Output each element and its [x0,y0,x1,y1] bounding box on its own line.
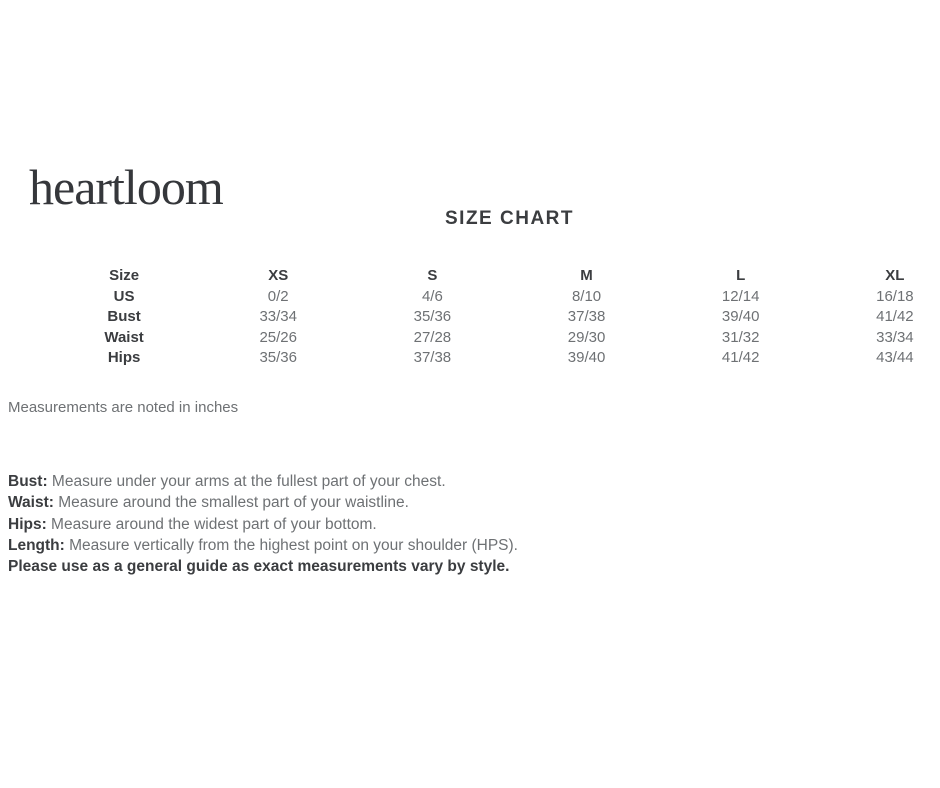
table-row-hips [47,348,940,369]
table-cell: 33/34 [259,308,297,326]
table-cell: 4/6 [421,287,443,305]
guide-text-bust: Measure under your arms at the fullest part of your chest. [47,473,446,490]
column-header-xs: XS [268,267,289,284]
guide-line-hips [8,514,518,535]
row-label-hips: Hips [107,349,141,367]
table-cell: 39/40 [567,349,606,367]
row-label-waist: Waist [104,328,144,346]
measurement-guide [8,471,518,577]
guide-label-bust: Bust: [8,473,48,490]
table-row-bust [47,307,940,328]
guide-line-waist [8,492,518,513]
table-cell: 16/18 [876,287,914,305]
column-header-m: M [580,267,593,284]
table-cell: 12/14 [721,287,760,305]
guide-label-waist: Waist: [8,494,54,512]
table-header-row [47,266,940,287]
table-cell: 33/34 [876,328,914,346]
table-cell: 25/26 [259,328,297,346]
table-row-us [47,287,940,308]
table-cell: 43/44 [876,349,914,367]
column-header-xl: XL [885,267,905,284]
table-cell: 35/36 [259,349,297,367]
guide-text-hips: Measure around the widest part of your bottom. [46,515,377,533]
guide-line-bust [8,471,518,492]
guide-label-length: Length: [8,536,65,554]
table-cell: 41/42 [876,308,914,326]
column-header-size: Size [109,267,140,284]
table-cell: 41/42 [721,349,760,367]
table-cell: 39/40 [721,308,760,326]
table-cell: 8/10 [571,287,602,305]
table-cell: 37/38 [413,349,452,367]
table-cell: 35/36 [413,308,452,326]
table-cell: 37/38 [567,308,606,326]
guide-label-hips: Hips: [8,515,47,533]
table-cell: 0/2 [267,287,289,305]
table-cell: 31/32 [721,328,760,346]
units-note: Measurements are noted in inches [8,399,239,416]
row-label-bust: Bust [107,308,141,326]
table-row-waist [47,328,940,349]
guide-disclaimer: Please use as a general guide as exact measurements vary by style. [8,558,510,576]
brand-logo[interactable]: heartloom [29,159,223,215]
row-label-us: US [113,287,135,305]
size-chart-table [47,266,940,369]
column-header-s: S [427,267,438,284]
column-header-l: L [736,267,746,284]
guide-text-waist: Measure around the smallest part of your waistline. [53,494,409,512]
table-cell: 29/30 [567,328,606,346]
guide-text-length: Measure vertically from the highest point on your shoulder (HPS). [64,536,518,554]
guide-line-length [8,535,518,556]
table-cell: 27/28 [413,328,452,346]
page-title: SIZE CHART [445,208,574,229]
